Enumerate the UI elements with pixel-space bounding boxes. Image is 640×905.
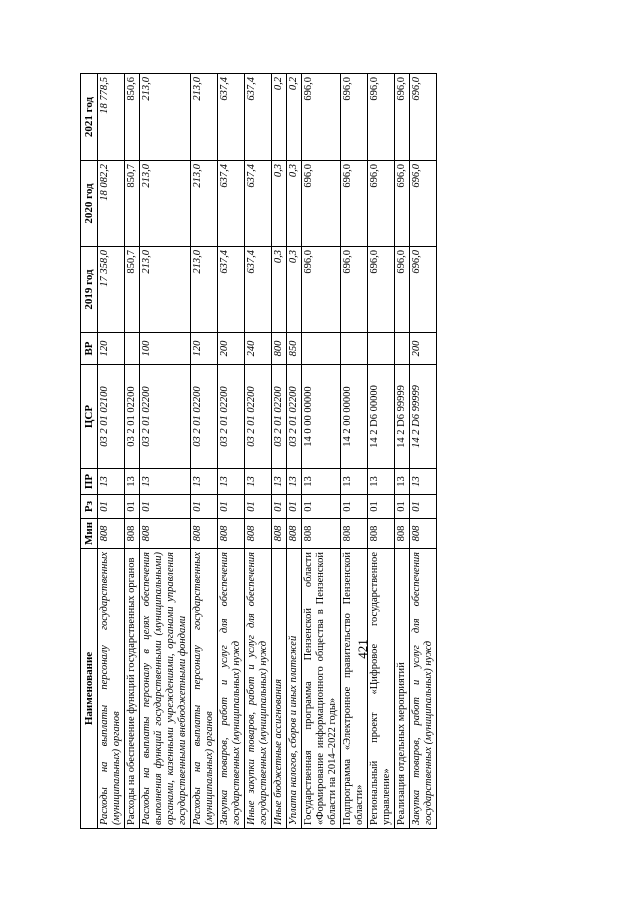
cell-name: Реализация отдельных мероприятий: [395, 549, 410, 829]
table-row: [302, 74, 341, 829]
cell-y2021: 213,0: [191, 74, 218, 161]
header-2020: 2020 год: [81, 161, 98, 247]
cell-rz: 01: [245, 495, 272, 519]
header-rz: Рз: [81, 495, 98, 519]
cell-csr: 14 2 D6 00000: [368, 365, 395, 469]
cell-name: Расходы на выплаты персоналу государственных (муниципальных) органов: [98, 549, 125, 829]
cell-csr: 03 2 01 02200: [245, 365, 272, 469]
cell-csr: 03 2 01 02200: [287, 365, 302, 469]
cell-name: Региональный проект «Цифровое государственное управление»: [368, 549, 395, 829]
cell-min: 808: [140, 519, 191, 549]
cell-min: 808: [125, 519, 140, 549]
cell-vr: [368, 333, 395, 365]
table-row: [410, 74, 437, 829]
cell-y2021: 696,0: [302, 74, 341, 161]
cell-name: Государственная программа Пензенской области «Формирование информационного общества в Пензенской области на 2014–2022 годы»: [302, 549, 341, 829]
cell-csr: 03 2 01 02100: [98, 365, 125, 469]
cell-pr: 13: [245, 469, 272, 495]
cell-y2020: 18 082,2: [98, 161, 125, 247]
cell-pr: 13: [368, 469, 395, 495]
cell-min: 808: [287, 519, 302, 549]
cell-vr: 200: [410, 333, 437, 365]
cell-pr: 13: [395, 469, 410, 495]
cell-y2019: 213,0: [191, 247, 218, 333]
cell-y2019: 696,0: [368, 247, 395, 333]
table-row: [218, 74, 245, 829]
header-csr: ЦСР: [81, 365, 98, 469]
table-row: [341, 74, 368, 829]
header-2021: 2021 год: [81, 74, 98, 161]
table-header-row: [81, 74, 98, 829]
cell-pr: 13: [191, 469, 218, 495]
cell-y2021: 696,0: [341, 74, 368, 161]
cell-y2020: 637,4: [218, 161, 245, 247]
cell-rz: 01: [272, 495, 287, 519]
cell-pr: 13: [218, 469, 245, 495]
cell-vr: 100: [140, 333, 191, 365]
cell-min: 808: [302, 519, 341, 549]
header-min: Мин: [81, 519, 98, 549]
cell-y2019: 0,3: [272, 247, 287, 333]
cell-min: 808: [218, 519, 245, 549]
cell-y2020: 0,3: [272, 161, 287, 247]
cell-csr: 03 2 01 02200: [140, 365, 191, 469]
cell-y2021: 696,0: [395, 74, 410, 161]
cell-y2020: 696,0: [302, 161, 341, 247]
cell-y2020: 696,0: [341, 161, 368, 247]
table-body: [98, 74, 437, 829]
cell-pr: 13: [125, 469, 140, 495]
cell-y2020: 0,3: [287, 161, 302, 247]
cell-vr: [341, 333, 368, 365]
cell-csr: 03 2 01 02200: [191, 365, 218, 469]
cell-rz: 01: [98, 495, 125, 519]
cell-csr: 03 2 01 02200: [272, 365, 287, 469]
cell-csr: 14 2 00 00000: [341, 365, 368, 469]
table-row: [140, 74, 191, 829]
cell-y2020: 850,7: [125, 161, 140, 247]
cell-vr: 800: [272, 333, 287, 365]
cell-y2019: 637,4: [218, 247, 245, 333]
table-row: [191, 74, 218, 829]
cell-rz: 01: [341, 495, 368, 519]
table-row: [245, 74, 272, 829]
cell-name: Уплата налогов, сборов и иных платежей: [287, 549, 302, 829]
cell-y2019: 0,3: [287, 247, 302, 333]
cell-y2020: 637,4: [245, 161, 272, 247]
cell-rz: 01: [395, 495, 410, 519]
cell-y2021: 850,6: [125, 74, 140, 161]
table-row: [272, 74, 287, 829]
cell-y2021: 213,0: [140, 74, 191, 161]
cell-min: 808: [245, 519, 272, 549]
table-row: [287, 74, 302, 829]
header-2019: 2019 год: [81, 247, 98, 333]
cell-rz: 01: [287, 495, 302, 519]
cell-name: Подпрограмма «Электронное правительство Пензенской области»: [341, 549, 368, 829]
cell-y2019: 637,4: [245, 247, 272, 333]
cell-csr: 03 2 01 02200: [125, 365, 140, 469]
cell-y2019: 696,0: [410, 247, 437, 333]
cell-y2019: 17 358,0: [98, 247, 125, 333]
cell-name: Закупка товаров, работ и услуг для обеспечения государственных (муниципальных) нужд: [218, 549, 245, 829]
table-row: [368, 74, 395, 829]
cell-y2021: 0,2: [287, 74, 302, 161]
cell-csr: 03 2 01 02200: [218, 365, 245, 469]
cell-pr: 13: [287, 469, 302, 495]
cell-rz: 01: [410, 495, 437, 519]
cell-y2019: 696,0: [395, 247, 410, 333]
cell-y2020: 213,0: [191, 161, 218, 247]
cell-csr: 14 2 D6 99999: [395, 365, 410, 469]
cell-y2019: 213,0: [140, 247, 191, 333]
rotated-table-container: [80, 74, 538, 829]
cell-vr: 120: [98, 333, 125, 365]
cell-pr: 13: [140, 469, 191, 495]
cell-y2020: 696,0: [395, 161, 410, 247]
cell-y2020: 213,0: [140, 161, 191, 247]
cell-vr: 200: [218, 333, 245, 365]
cell-min: 808: [395, 519, 410, 549]
cell-vr: [395, 333, 410, 365]
cell-pr: 13: [272, 469, 287, 495]
cell-vr: 850: [287, 333, 302, 365]
cell-rz: 01: [125, 495, 140, 519]
cell-y2021: 696,0: [368, 74, 395, 161]
cell-csr: 14 0 00 00000: [302, 365, 341, 469]
cell-csr: 14 2 D6 99999: [410, 365, 437, 469]
cell-y2021: 18 778,5: [98, 74, 125, 161]
cell-pr: 13: [302, 469, 341, 495]
cell-y2020: 696,0: [368, 161, 395, 247]
cell-y2021: 696,0: [410, 74, 437, 161]
cell-name: Расходы на выплаты персоналу в целях обеспечения выполнения функций государственными (муниципальными) органами, казенными учреждениями, органами управления государственными внебюджетными фондами: [140, 549, 191, 829]
page-number-text: 421: [355, 639, 370, 659]
cell-name: Иные бюджетные ассигнования: [272, 549, 287, 829]
cell-name: Закупка товаров, работ и услуг для обеспечения государственных (муниципальных) нужд: [410, 549, 437, 829]
cell-y2019: 696,0: [302, 247, 341, 333]
table-row: [98, 74, 125, 829]
cell-y2020: 696,0: [410, 161, 437, 247]
cell-pr: 13: [410, 469, 437, 495]
cell-y2019: 696,0: [341, 247, 368, 333]
header-pr: ПР: [81, 469, 98, 495]
table-row: [395, 74, 410, 829]
cell-vr: [125, 333, 140, 365]
cell-min: 808: [98, 519, 125, 549]
cell-pr: 13: [98, 469, 125, 495]
cell-y2019: 850,7: [125, 247, 140, 333]
header-name: Наименование: [81, 549, 98, 829]
cell-min: 808: [191, 519, 218, 549]
budget-table: [80, 73, 437, 829]
cell-rz: 01: [218, 495, 245, 519]
cell-vr: 120: [191, 333, 218, 365]
cell-rz: 01: [191, 495, 218, 519]
cell-name: Расходы на выплаты персоналу государственных (муниципальных) органов: [191, 549, 218, 829]
cell-min: 808: [272, 519, 287, 549]
cell-y2021: 637,4: [218, 74, 245, 161]
cell-pr: 13: [341, 469, 368, 495]
cell-min: 808: [341, 519, 368, 549]
cell-name: Расходы на обеспечение функций государственных органов: [125, 549, 140, 829]
cell-name: Иные закупки товаров, работ и услуг для обеспечения государственных (муниципальных) нужд: [245, 549, 272, 829]
cell-min: 808: [410, 519, 437, 549]
cell-vr: 240: [245, 333, 272, 365]
cell-rz: 01: [302, 495, 341, 519]
cell-min: 808: [368, 519, 395, 549]
header-vr: ВР: [81, 333, 98, 365]
cell-rz: 01: [140, 495, 191, 519]
cell-y2021: 0,2: [272, 74, 287, 161]
cell-rz: 01: [368, 495, 395, 519]
cell-vr: [302, 333, 341, 365]
cell-y2021: 637,4: [245, 74, 272, 161]
table-row: [125, 74, 140, 829]
